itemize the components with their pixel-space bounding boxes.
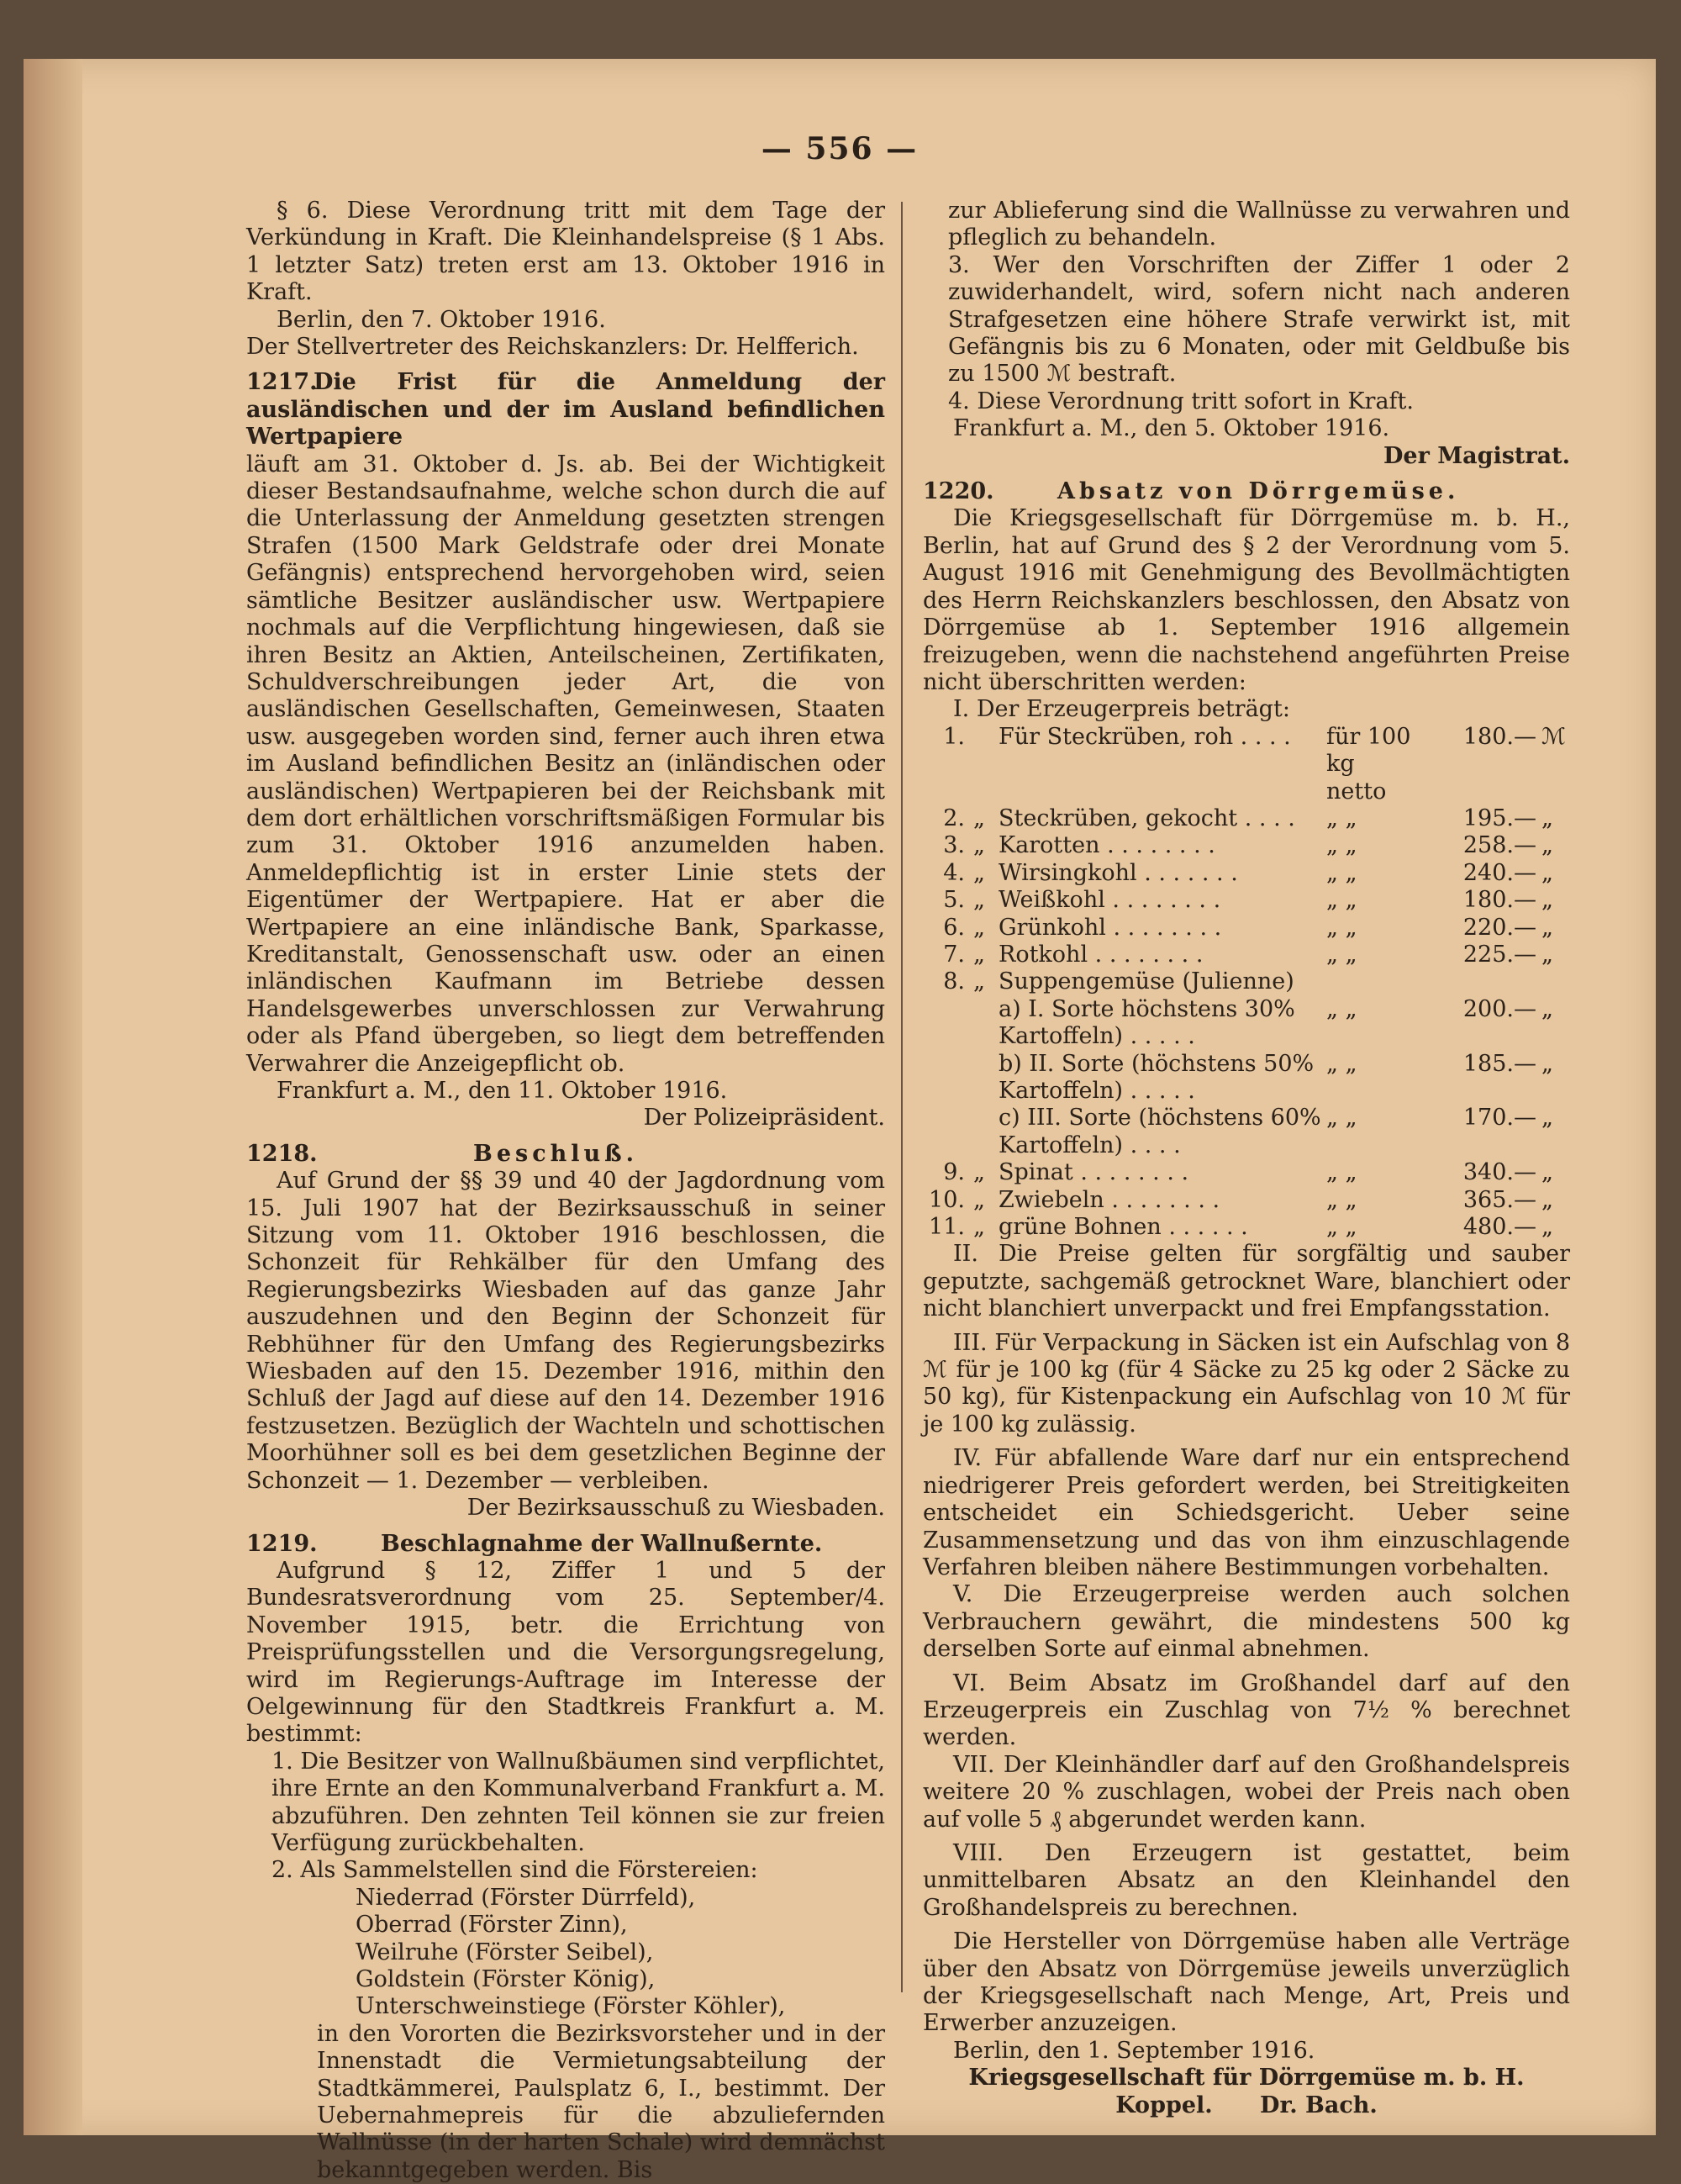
price-cell-d: Zwiebeln . . . . . . . . [999,1186,1220,1213]
notice-1219-item-3: 3. Wer den Vorschriften der Ziffer 1 oder 2 zuwiderhandelt, wird, sofern nicht nach anderen Strafgesetzen eine höhere Strafe verwirkt ist, mit Gefängnis bis zu 6 Monaten, oder mit Geldbuße bis zu 1500 ℳ bestraft. [948,251,1570,388]
price-row [923,1187,1570,1214]
price-cell-m: „ [1541,1159,1553,1186]
notice-1217-signature: Der Polizeipräsident. [643,1105,885,1132]
notice-1220-signature: Kriegsgesellschaft für Dörrgemüse m. b. H. [968,2065,1525,2092]
price-cell-u: „ „ [1326,887,1357,914]
price-cell-m: „ [1541,914,1553,941]
price-cell-m: „ [1541,887,1553,914]
price-cell-u: „ „ [1326,1050,1357,1077]
price-cell-u: „ „ [1326,832,1357,859]
price-cell-n: 1. [943,723,965,750]
price-cell-n: 4. [943,859,965,886]
price-cell-q: „ [973,941,985,968]
price-cell-n [923,996,973,1051]
notice-1219-signature: Der Magistrat. [1383,442,1570,469]
price-cell-d: a) I. Sorte höchstens 30% Kartoffeln) . . . . . [999,995,1295,1050]
notice-1219-item-2-cont: in den Vororten die Bezirksvorsteher und in der Innenstadt die Vermietungsabteilung der Stadtkämmerei, Paulsplatz 6, I., bestimmt. Der Uebernahmepreis für die abzuliefernden Wallnüsse (in der harten Schale) wird demnächst bekanntgegeben werden. Bis [317,2020,885,2183]
price-cell-p: 220.— [1462,914,1536,941]
notice-1218-number: 1218. [246,1140,318,1167]
price-cell-q: „ [973,968,985,995]
price-cell-m: „ [1541,859,1553,886]
price-cell-m: „ [1541,832,1553,859]
price-cell-d: Grünkohl . . . . . . . . [999,914,1222,941]
notice-1220-title: Absatz von Dörrgemüse. [1057,478,1460,505]
price-cell-d: Rotkohl . . . . . . . . [999,941,1204,968]
price-row [923,1159,1570,1186]
price-row [923,942,1570,968]
price-cell-q [973,1051,999,1105]
right-column [923,198,1570,2119]
price-row [923,860,1570,887]
price-cell-q: „ [973,832,985,859]
forester-2: Oberrad (Förster Zinn), [356,1912,628,1939]
price-cell-p: 185.— [1462,1050,1536,1077]
price-cell-p: 225.— [1462,941,1536,968]
price-cell-n [923,1105,973,1159]
price-cell-n: 7. [943,941,965,968]
price-cell-q: „ [973,887,985,914]
notice-1219-item-4: 4. Diese Verordnung tritt sofort in Kraft. [948,388,1414,414]
price-cell-q: „ [973,804,985,831]
price-intro: I. Der Erzeugerpreis beträgt: [953,696,1290,723]
price-cell-p [1419,968,1541,995]
price-cell-d: Karotten . . . . . . . . [999,832,1215,859]
price-cell-m: „ [1541,995,1553,1022]
price-cell-d: c) III. Sorte (höchstens 60% Kartoffeln) . . . . [999,1105,1321,1158]
notice-1219-title: Beschlagnahme der Wallnußernte. [381,1530,823,1557]
price-cell-p: 340.— [1462,1159,1536,1186]
price-table [923,724,1570,1242]
rule-8: VIII. Den Erzeugern ist gestattet, beim unmittelbaren Absatz an den Kleinhandel den Großhandelspreis zu berechnen. [923,1839,1570,1921]
price-cell-m [1541,968,1570,995]
price-cell-q [973,724,999,805]
section-6-text: § 6. Diese Verordnung tritt mit dem Tage der Verkündung in Kraft. Die Kleinhandelspreise (§ 1 Abs. 1 letzter Satz) treten erst am 13. Oktober 1916 in Kraft. [246,198,885,306]
price-cell-u: „ „ [1326,995,1357,1022]
price-cell-m: „ [1541,1214,1553,1241]
notice-1217-title: Die Frist für die Anmeldung der ausländischen und der im Ausland befindlichen Wertpapiere [246,369,885,451]
document-page [24,59,1656,2183]
price-cell-m: „ [1541,941,1553,968]
price-cell-u [1326,968,1419,995]
price-cell-n: 2. [943,804,965,831]
notice-1220-signers: Koppel. Dr. Bach. [1115,2092,1378,2118]
page-edge [24,59,82,2135]
price-cell-d: Spinat . . . . . . . . [999,1159,1189,1186]
price-cell-u: „ „ [1326,914,1357,941]
price-cell-d: Weißkohl . . . . . . . . [999,887,1221,914]
price-cell-p: 170.— [1462,1105,1536,1132]
price-cell-m: „ [1541,1050,1553,1077]
price-cell-p: 180.— [1462,887,1536,914]
price-cell-u: „ „ [1326,1214,1357,1241]
price-cell-m: „ [1541,804,1553,831]
price-cell-q: „ [973,914,985,941]
price-cell-n: 8. [943,968,965,995]
price-cell-u: „ „ [1326,859,1357,886]
notice-1219-continuation: zur Ablieferung sind die Wallnüsse zu verwahren und pfleglich zu behandeln. [948,198,1570,251]
forester-5: Unterschweinstiege (Förster Köhler), [356,1993,786,2020]
notice-1217-body: läuft am 31. Oktober d. Js. ab. Bei der Wichtigkeit dieser Bestandsaufnahme, welche schon durch die auf die Unterlassung der Anmeldung gesetzten strengen Strafen (1500 Mark Geldstrafe oder drei Monate Gefängnis) entsprechend hervorgehoben wird, seien sämtliche Besitzer ausländischer usw. Wertpapiere nochmals auf die Verpflichtung hingewiesen, daß sie ihren Besitz an Aktien, Anteilscheinen, Zertifikaten, Schuldverschreibungen jeder Art, die von ausländischen Gesellschaften, Gemeinwesen, Staaten usw. ausgegeben worden sind, ferner auch ihren etwa im Ausland befindlichen Besitz an (inländischen oder ausländischen) Wertpapieren bei der Reichsbank mit dem dort erhältlichen vorschriftsmäßigen Formular bis zum 31. Oktober 1916 anzumelden haben. Anmeldepflichtig ist in erster Linie stets der Eigentümer der Wertpapiere. Hat er aber die Wertpapiere an eine inländische Bank, Sparkasse, Kreditanstalt, Genossenschaft usw. oder an einen inländischen Kaufmann im Betriebe dessen Handelsgewerbes unverschlossen zur Verwahrung oder als Pfand übergeben, so liegt dem betreffenden Verwahrer die Anzeigepflicht ob. [246,451,885,1077]
price-cell-p: 480.— [1462,1214,1536,1241]
notice-1218-heading [246,1141,885,1168]
page-number: — 556 — [761,131,919,166]
price-row [923,968,1570,995]
section-6-signature: Der Stellvertreter des Reichskanzlers: Dr. Helfferich. [246,334,859,361]
notice-1219-item-2: 2. Als Sammelstellen sind die Förstereien: [271,1857,758,1884]
price-cell-d: Für Steckrüben, roh . . . . [999,723,1291,750]
notice-1220-number: 1220. [923,478,994,505]
rule-7: VII. Der Kleinhändler darf auf den Großhandelspreis weitere 20 % zuschlagen, wobei der Preis nach oben auf volle 5 ₰ abgerundet werden kann. [923,1751,1570,1833]
price-cell-n: 5. [943,887,965,914]
price-cell-d: Steckrüben, gekocht . . . . [999,804,1295,831]
price-cell-n: 6. [943,914,965,941]
left-column [246,198,885,2184]
forester-1: Niederrad (Förster Dürrfeld), [356,1884,696,1911]
price-row [923,1214,1570,1241]
notice-1219-body: Aufgrund § 12, Ziffer 1 und 5 der Bundesratsverordnung vom 25. September/4. November 1915, betr. die Errichtung von Preisprüfungsstellen und die Versorgungsregelung, wird im Regierungs-Auftrage im Interesse der Oelgewinnung für den Stadtkreis Frankfurt a. M. bestimmt: [246,1557,885,1748]
price-cell-p: 200.— [1462,995,1536,1022]
price-cell-q: „ [973,859,985,886]
price-cell-n: 11. [929,1214,965,1241]
price-cell-d: grüne Bohnen . . . . . . [999,1214,1248,1241]
price-cell-u: „ „ [1326,804,1357,831]
price-row [923,887,1570,914]
price-cell-q: „ [973,1214,985,1241]
price-cell-n [923,1051,973,1105]
price-cell-q: „ [973,1186,985,1213]
price-cell-d: Suppengemüse (Julienne) [999,968,1294,995]
notice-1219-number: 1219. [246,1530,318,1557]
price-cell-u: „ „ [1326,1186,1357,1213]
price-cell-u: „ „ [1326,1159,1357,1186]
price-cell-n: 9. [943,1159,965,1186]
price-cell-m: „ [1541,1186,1553,1213]
price-row [923,996,1570,1051]
forester-3: Weilruhe (Förster Seibel), [356,1939,654,1965]
price-row [923,805,1570,832]
section-6-date: Berlin, den 7. Oktober 1916. [277,306,606,333]
price-cell-m: „ [1541,1105,1553,1132]
notice-1217-date: Frankfurt a. M., den 11. Oktober 1916. [277,1078,728,1104]
price-cell-p: 258.— [1462,832,1536,859]
notice-1219-date: Frankfurt a. M., den 5. Oktober 1916. [953,415,1390,442]
rule-5: V. Die Erzeugerpreise werden auch solchen Verbrauchern gewährt, die mindestens 500 kg derselben Sorte auf einmal abnehmen. [923,1581,1570,1663]
notice-1220-date: Berlin, den 1. September 1916. [953,2037,1315,2064]
price-cell-n: 10. [929,1186,965,1213]
notice-1219-item-1: 1. Die Besitzer von Wallnußbäumen sind verpflichtet, ihre Ernte an den Kommunalverband Frankfurt a. M. abzuführen. Den zehnten Teil können sie zur freien Verfügung zurückbehalten. [271,1748,886,1856]
notice-1220-body: Die Kriegsgesellschaft für Dörrgemüse m. b. H., Berlin, hat auf Grund des § 2 der Verordnung vom 5. August 1916 mit Genehmigung des Bevollmächtigten des Herrn Reichskanzlers beschlossen, den Absatz von Dörrgemüse ab 1. September 1916 allgemein freizugeben, wenn die nachstehend angeführten Preise nicht überschritten werden: [923,505,1570,695]
price-row [923,1105,1570,1159]
price-row [923,724,1570,805]
rule-2: II. Die Preise gelten für sorgfältig und sauber geputzte, sachgemäß getrocknet Ware, blanchiert oder nicht blanchiert unverpackt und frei Empfangsstation. [923,1241,1570,1322]
price-cell-q: „ [973,1159,985,1186]
rule-3: III. Für Verpackung in Säcken ist ein Aufschlag von 8 ℳ für je 100 kg (für 4 Säcke zu 25 kg oder 2 Säcke zu 50 kg), für Kistenpackung ein Aufschlag von 10 ℳ für je 100 kg zulässig. [923,1329,1570,1438]
price-cell-d: b) II. Sorte (höchstens 50% Kartoffeln) . . . . . [999,1050,1315,1104]
price-cell-u: „ „ [1326,941,1357,968]
forester-4: Goldstein (Förster König), [356,1966,656,1992]
price-cell-p: 180.— [1462,723,1536,750]
price-cell-m: ℳ [1541,723,1566,750]
notice-1218-body: Auf Grund der §§ 39 und 40 der Jagdordnung vom 15. Juli 1907 hat der Bezirksausschuß in seiner Sitzung vom 11. Oktober 1916 beschlossen, die Schonzeit für Rehkälber für den Umfang des Regierungsbezirks Wiesbaden auf das ganze Jahr auszudehnen und den Beginn der Schonzeit für Rebhühner für den Umfang des Regierungsbezirks Wiesbaden auf den 15. Dezember 1916, mithin den Schluß der Jagd auf diese auf den 14. Dezember 1916 festzusetzen. Bezüglich der Wachteln und schottischen Moorhühner soll es bei dem gesetzlichen Beginne der Schonzeit — 1. Dezember — verbleiben. [246,1168,885,1494]
price-cell-u: „ „ [1326,1105,1357,1132]
price-row [923,832,1570,859]
price-cell-p: 195.— [1462,804,1536,831]
notice-1218-title: Beschluß. [473,1140,639,1167]
price-cell-d: Wirsingkohl . . . . . . . [999,859,1238,886]
notice-1217-number: 1217. [246,369,318,396]
price-cell-n: 3. [943,832,965,859]
column-divider [901,202,903,1992]
notice-1220-heading [923,478,1570,505]
rule-6: VI. Beim Absatz im Großhandel darf auf den Erzeugerpreis ein Zuschlag von 7½ % berechnet werden. [923,1670,1570,1751]
price-cell-p: 240.— [1462,859,1536,886]
rule-4: IV. Für abfallende Ware darf nur ein entsprechend niedrigerer Preis gefordert werden, bei Streitigkeiten entscheidet ein Schiedsgericht. Ueber seine Zusammensetzung und das von ihm einzuschlagende Verfahren bleiben nähere Bestimmungen vorbehalten. [923,1445,1570,1580]
price-cell-u: für 100 kg netto [1326,723,1411,804]
price-cell-q [973,1105,999,1159]
notice-1217-heading [246,369,885,451]
price-cell-q [973,996,999,1051]
notice-1219-heading [246,1531,885,1558]
notice-1218-signature: Der Bezirksausschuß zu Wiesbaden. [466,1495,885,1522]
price-cell-p: 365.— [1462,1186,1536,1213]
price-row [923,1051,1570,1105]
closing-paragraph: Die Hersteller von Dörrgemüse haben alle Verträge über den Absatz von Dörrgemüse jeweils unverzüglich der Kriegsgesellschaft nach Menge, Art, Preis und Erwerber anzuzeigen. [923,1928,1570,2037]
price-row [923,915,1570,942]
